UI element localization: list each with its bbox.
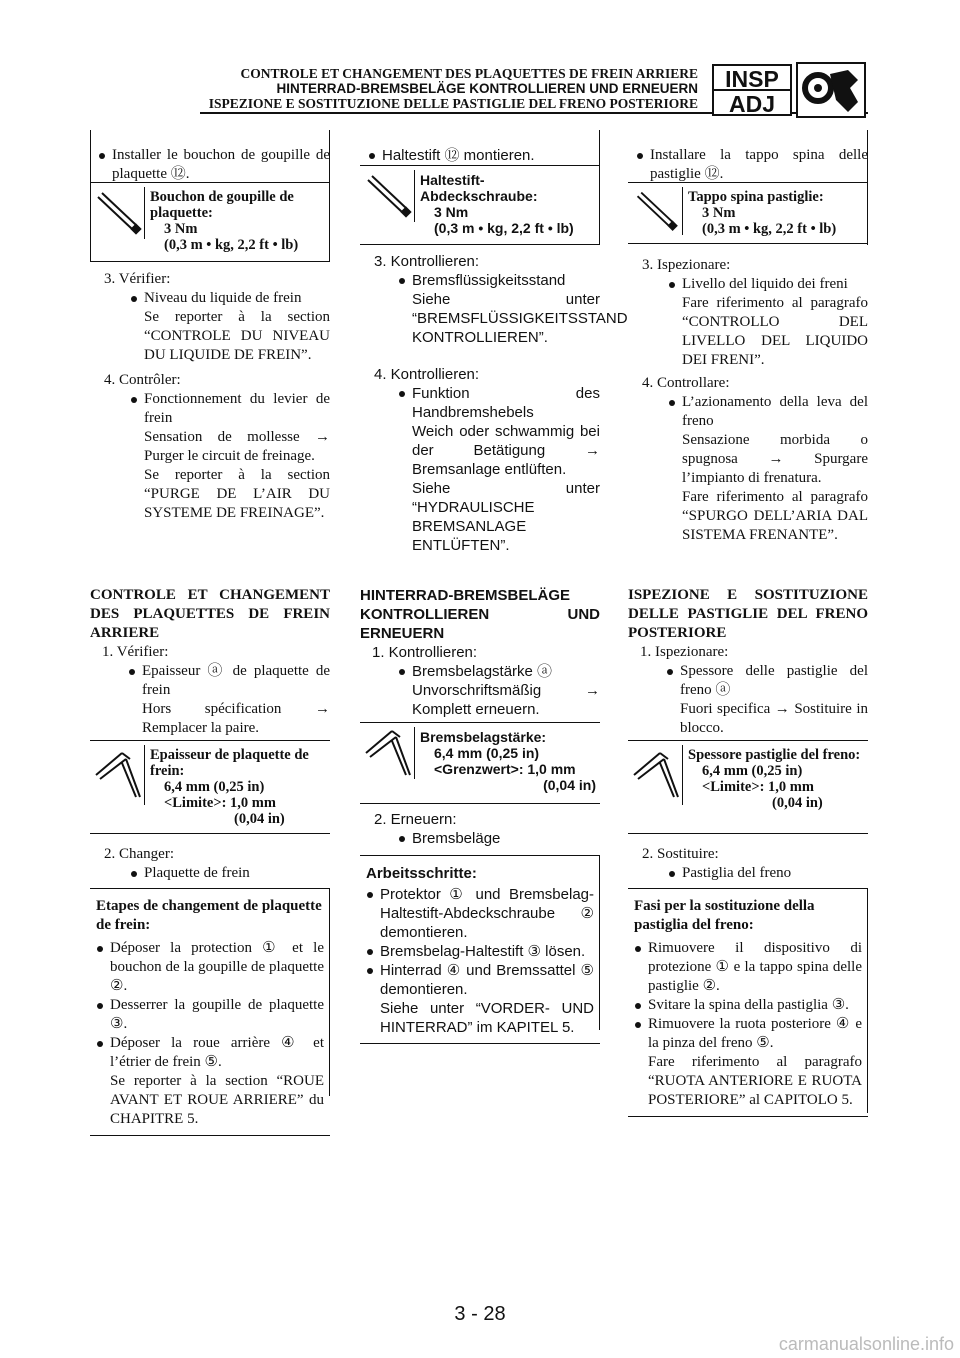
bottom-it-box-text: Fare riferimento al paragrafo “RUOTA ANTERIORE E RUOTA POSTERIORE” al CAPITOLO 5. xyxy=(648,1054,862,1108)
rule-it-box xyxy=(867,888,868,1113)
bottom-fr-box-b2: Desserrer la goupille de plaquette ③. xyxy=(96,996,324,1034)
top-de-s3-bullet: Bremsflüssigkeitsstand xyxy=(398,271,600,290)
header-title-de: HINTERRAD-BREMSBELÄGE KONTROLLIEREN UND ERNEUERN xyxy=(276,81,698,96)
top-fr-s4-bullet: Fonctionnement du levier de frein xyxy=(130,390,330,428)
top-de-s4: 4. Kontrollieren: xyxy=(374,366,480,383)
torque-wrench-icon xyxy=(92,187,145,239)
bottom-de-box-title: Arbeitsschritte: xyxy=(366,865,477,882)
bottom-fr-spec-v3: (0,04 in) xyxy=(234,811,285,827)
bottom-it-box-b3: Rimuovere la ruota posteriore ④ e la pinza del freno ⑤. xyxy=(634,1015,862,1053)
bottom-de-box-b2: Bremsbelag-Haltestift ③ lösen. xyxy=(366,942,594,961)
bottom-it-spec-v1: 6,4 mm (0,25 in) xyxy=(702,763,803,779)
bottom-it-column xyxy=(628,586,868,738)
bottom-de-spec xyxy=(360,722,600,804)
bottom-it-heading: ISPEZIONE E SOSTITUZIONE DELLE PASTIGLIE DEL FRENO POSTERIORE xyxy=(628,587,868,641)
top-fr-steps xyxy=(104,270,330,523)
top-de-spec-title: Haltestift-Abdeckschraube: xyxy=(420,172,538,204)
bottom-it-spec-v3: (0,04 in) xyxy=(772,795,823,811)
top-it-spec-v2: (0,3 m • kg, 2,2 ft • lb) xyxy=(702,221,837,237)
badge-bottom: ADJ xyxy=(728,91,776,116)
top-de-column xyxy=(360,146,600,165)
top-fr-s3-text: Se reporter à la section “CONTROLE DU NIVEAU DU LIQUIDE DE FREIN”. xyxy=(144,309,330,363)
bottom-it-spec xyxy=(628,740,868,834)
top-it-bullet: Installare la tappo spina delle pastiglie ⑫. xyxy=(636,146,868,184)
top-de-spec-v1: 3 Nm xyxy=(434,204,469,220)
bottom-it-box-b1: Rimuovere il dispositivo di protezione ① e la tappo spina delle pastiglie ②. xyxy=(634,939,862,996)
caliper-icon xyxy=(630,745,683,805)
top-fr-spec xyxy=(90,182,330,262)
bottom-it-spec-v2: <Limite>: 1,0 mm xyxy=(702,779,814,795)
bottom-fr-s1-text: Hors spécification → Remplacer la paire. xyxy=(142,701,330,736)
bottom-de-column xyxy=(360,586,600,719)
top-fr-s3-bullet: Niveau du liquide de frein xyxy=(130,289,330,308)
bottom-fr-heading: CONTROLE ET CHANGEMENT DES PLAQUETTES DE FREIN ARRIERE xyxy=(90,587,330,641)
top-it-s3-bullet: Livello del liquido dei freni xyxy=(668,275,868,294)
top-fr-spec-v1: 3 Nm xyxy=(164,221,198,237)
top-fr-column xyxy=(90,146,330,184)
top-de-s3-text: Siehe unter “BREMSFLÜSSIGKEITSSTAND KONTROLLIEREN”. xyxy=(412,291,628,346)
top-it-s4-text2: Fare riferimento al paragrafo “SPURGO DELL’ARIA DAL SISTEMA FRENANTE”. xyxy=(682,489,868,543)
bottom-de-box-text: Siehe unter “VORDER- UND HINTERRAD” im KAPITEL 5. xyxy=(380,1000,594,1036)
page-number: 3 - 28 xyxy=(454,1303,506,1325)
top-it-spec xyxy=(628,182,868,244)
bottom-fr-box-title: Etapes de changement de plaquette de frein: xyxy=(96,898,322,933)
header-title-it: ISPEZIONE E SOSTITUZIONE DELLE PASTIGLIE DEL FRENO POSTERIORE xyxy=(208,96,698,111)
top-it-spec-title: Tappo spina pastiglie: xyxy=(688,189,824,205)
bottom-fr-box-b1: Déposer la protection ① et le bouchon de la goupille de plaquette ②. xyxy=(96,939,324,996)
caliper-icon xyxy=(92,745,145,805)
bottom-fr-s2: 2. Changer: xyxy=(104,846,174,862)
bottom-de-steps-box xyxy=(360,855,600,1044)
header-titles xyxy=(209,66,698,111)
bottom-de-spec-title: Bremsbelagstärke: xyxy=(420,729,547,745)
bottom-fr-box-b3: Déposer la roue arrière ④ et l’étrier de frein ⑤. xyxy=(96,1034,324,1072)
bottom-fr-s2-bullet: Plaquette de frein xyxy=(130,864,330,883)
top-de-steps xyxy=(374,252,628,555)
bottom-fr-step2 xyxy=(104,845,330,883)
bottom-it-s1-bullet: Spessore delle pastiglie del freno ⓐ xyxy=(666,662,868,700)
top-it-s3: 3. Ispezionare: xyxy=(642,257,731,273)
bottom-it-s2: 2. Sostituire: xyxy=(642,846,719,862)
top-de-s4-bullet: Funktion des Handbremshebels xyxy=(398,384,600,422)
bottom-de-box-b3: Hinterrad ④ und Bremssattel ⑤ demontieren. xyxy=(366,961,594,999)
top-it-s4: 4. Controllare: xyxy=(642,375,730,391)
top-fr-s4-text1: Sensation de mollesse → Purger le circuit de freinage. xyxy=(144,429,330,464)
top-de-bullet: Haltestift ⑫ montieren. xyxy=(368,146,600,165)
bottom-it-box-b2: Svitare la spina della pastiglia ③. xyxy=(634,996,862,1015)
bottom-fr-spec-title: Epaisseur de plaquette de frein: xyxy=(150,747,309,779)
bottom-de-s1: 1. Kontrollieren: xyxy=(372,644,478,661)
watermark: carmanualsonline.info xyxy=(778,1334,954,1354)
bottom-fr-steps-box xyxy=(90,888,330,1136)
torque-wrench-icon xyxy=(362,170,415,222)
bottom-fr-spec-v1: 6,4 mm (0,25 in) xyxy=(164,779,265,795)
top-fr-spec-title: Bouchon de goupille de plaquette: xyxy=(150,189,294,221)
badge-top: INSP xyxy=(725,66,779,92)
bottom-it-box-title: Fasi per la sostituzione della pastiglia del freno: xyxy=(634,898,815,933)
rule-de-box xyxy=(599,855,600,1030)
bottom-de-s2-bullet: Bremsbeläge xyxy=(398,829,600,848)
bottom-it-step2 xyxy=(642,845,868,883)
header-title-fr: CONTROLE ET CHANGEMENT DES PLAQUETTES DE FREIN ARRIERE xyxy=(240,66,698,81)
top-de-spec-v2: (0,3 m • kg, 2,2 ft • lb) xyxy=(434,220,574,236)
top-it-spec-v1: 3 Nm xyxy=(702,205,736,221)
bottom-fr-s1: 1. Vérifier: xyxy=(102,644,169,660)
bottom-de-spec-v3: (0,04 in) xyxy=(543,777,596,793)
bottom-de-s2: 2. Erneuern: xyxy=(374,811,457,828)
bottom-it-s1-text: Fuori specifica → Sostituire in blocco. xyxy=(680,701,868,736)
torque-wrench-icon xyxy=(630,187,683,235)
bottom-it-spec-title: Spessore pastiglie del freno: xyxy=(688,747,861,763)
bottom-fr-s1-bullet: Epaisseur ⓐ de plaquette de frein xyxy=(128,662,330,700)
caliper-icon xyxy=(362,727,415,779)
bottom-fr-column xyxy=(90,586,330,738)
top-fr-s3: 3. Vérifier: xyxy=(104,271,171,287)
rule-fr-box xyxy=(329,888,330,1096)
bottom-de-s1-bullet: Bremsbelagstärke ⓐ xyxy=(398,662,600,681)
top-de-s4-text1: Weich oder schwammig bei der Betätigung → Bremsanlage entlüften. xyxy=(412,423,600,478)
insp-adj-badge xyxy=(712,64,792,116)
bottom-fr-spec xyxy=(90,740,330,834)
top-de-s4-text2: Siehe unter “HYDRAULISCHE BREMSANLAGE ENTLÜFTEN”. xyxy=(412,480,600,554)
bottom-it-s1: 1. Ispezionare: xyxy=(640,644,729,660)
top-it-s3-text: Fare riferimento al paragrafo “CONTROLLO DEL LIVELLO DEL LIQUIDO DEI FRENI”. xyxy=(682,295,868,368)
bottom-de-s1-text: Unvorschriftsmäßig → Komplett erneuern. xyxy=(412,682,600,718)
bottom-de-spec-v1: 6,4 mm (0,25 in) xyxy=(434,745,540,761)
top-fr-s4-text2: Se reporter à la section “PURGE DE L’AIR DU SYSTEME DE FREINAGE”. xyxy=(144,467,330,521)
top-de-spec xyxy=(360,165,600,245)
bottom-fr-box-text: Se reporter à la section “ROUE AVANT ET ROUE ARRIERE” du CHAPITRE 5. xyxy=(110,1073,324,1127)
top-it-s4-bullet: L’azionamento della leva del freno xyxy=(668,393,868,431)
bottom-fr-spec-v2: <Limite>: 1,0 mm xyxy=(164,795,276,811)
top-de-s3: 3. Kontrollieren: xyxy=(374,253,480,270)
bottom-de-step2 xyxy=(374,810,600,848)
bottom-de-spec-v2: <Grenzwert>: 1,0 mm xyxy=(434,761,576,777)
top-it-s4-text1: Sensazione morbida o spugnosa → Spurgare l’impianto di frenatura. xyxy=(682,432,868,486)
bottom-it-s2-bullet: Pastiglia del freno xyxy=(668,864,868,883)
top-fr-spec-v2: (0,3 m • kg, 2,2 ft • lb) xyxy=(164,237,299,253)
top-it-column xyxy=(628,146,868,184)
top-it-steps xyxy=(642,256,868,545)
bottom-it-steps-box xyxy=(628,888,868,1117)
bottom-de-box-b1: Protektor ① und Bremsbelag-Haltestift-Abdeckschraube ② demontieren. xyxy=(366,885,594,942)
wrench-tool-icon xyxy=(796,62,866,118)
top-fr-s4: 4. Contrôler: xyxy=(104,372,181,388)
bottom-de-heading: HINTERRAD-BREMSBELÄGE KONTROLLIEREN UND ERNEUERN xyxy=(360,587,600,642)
top-fr-bullet: Installer le bouchon de goupille de plaquette ⑫. xyxy=(98,146,330,184)
